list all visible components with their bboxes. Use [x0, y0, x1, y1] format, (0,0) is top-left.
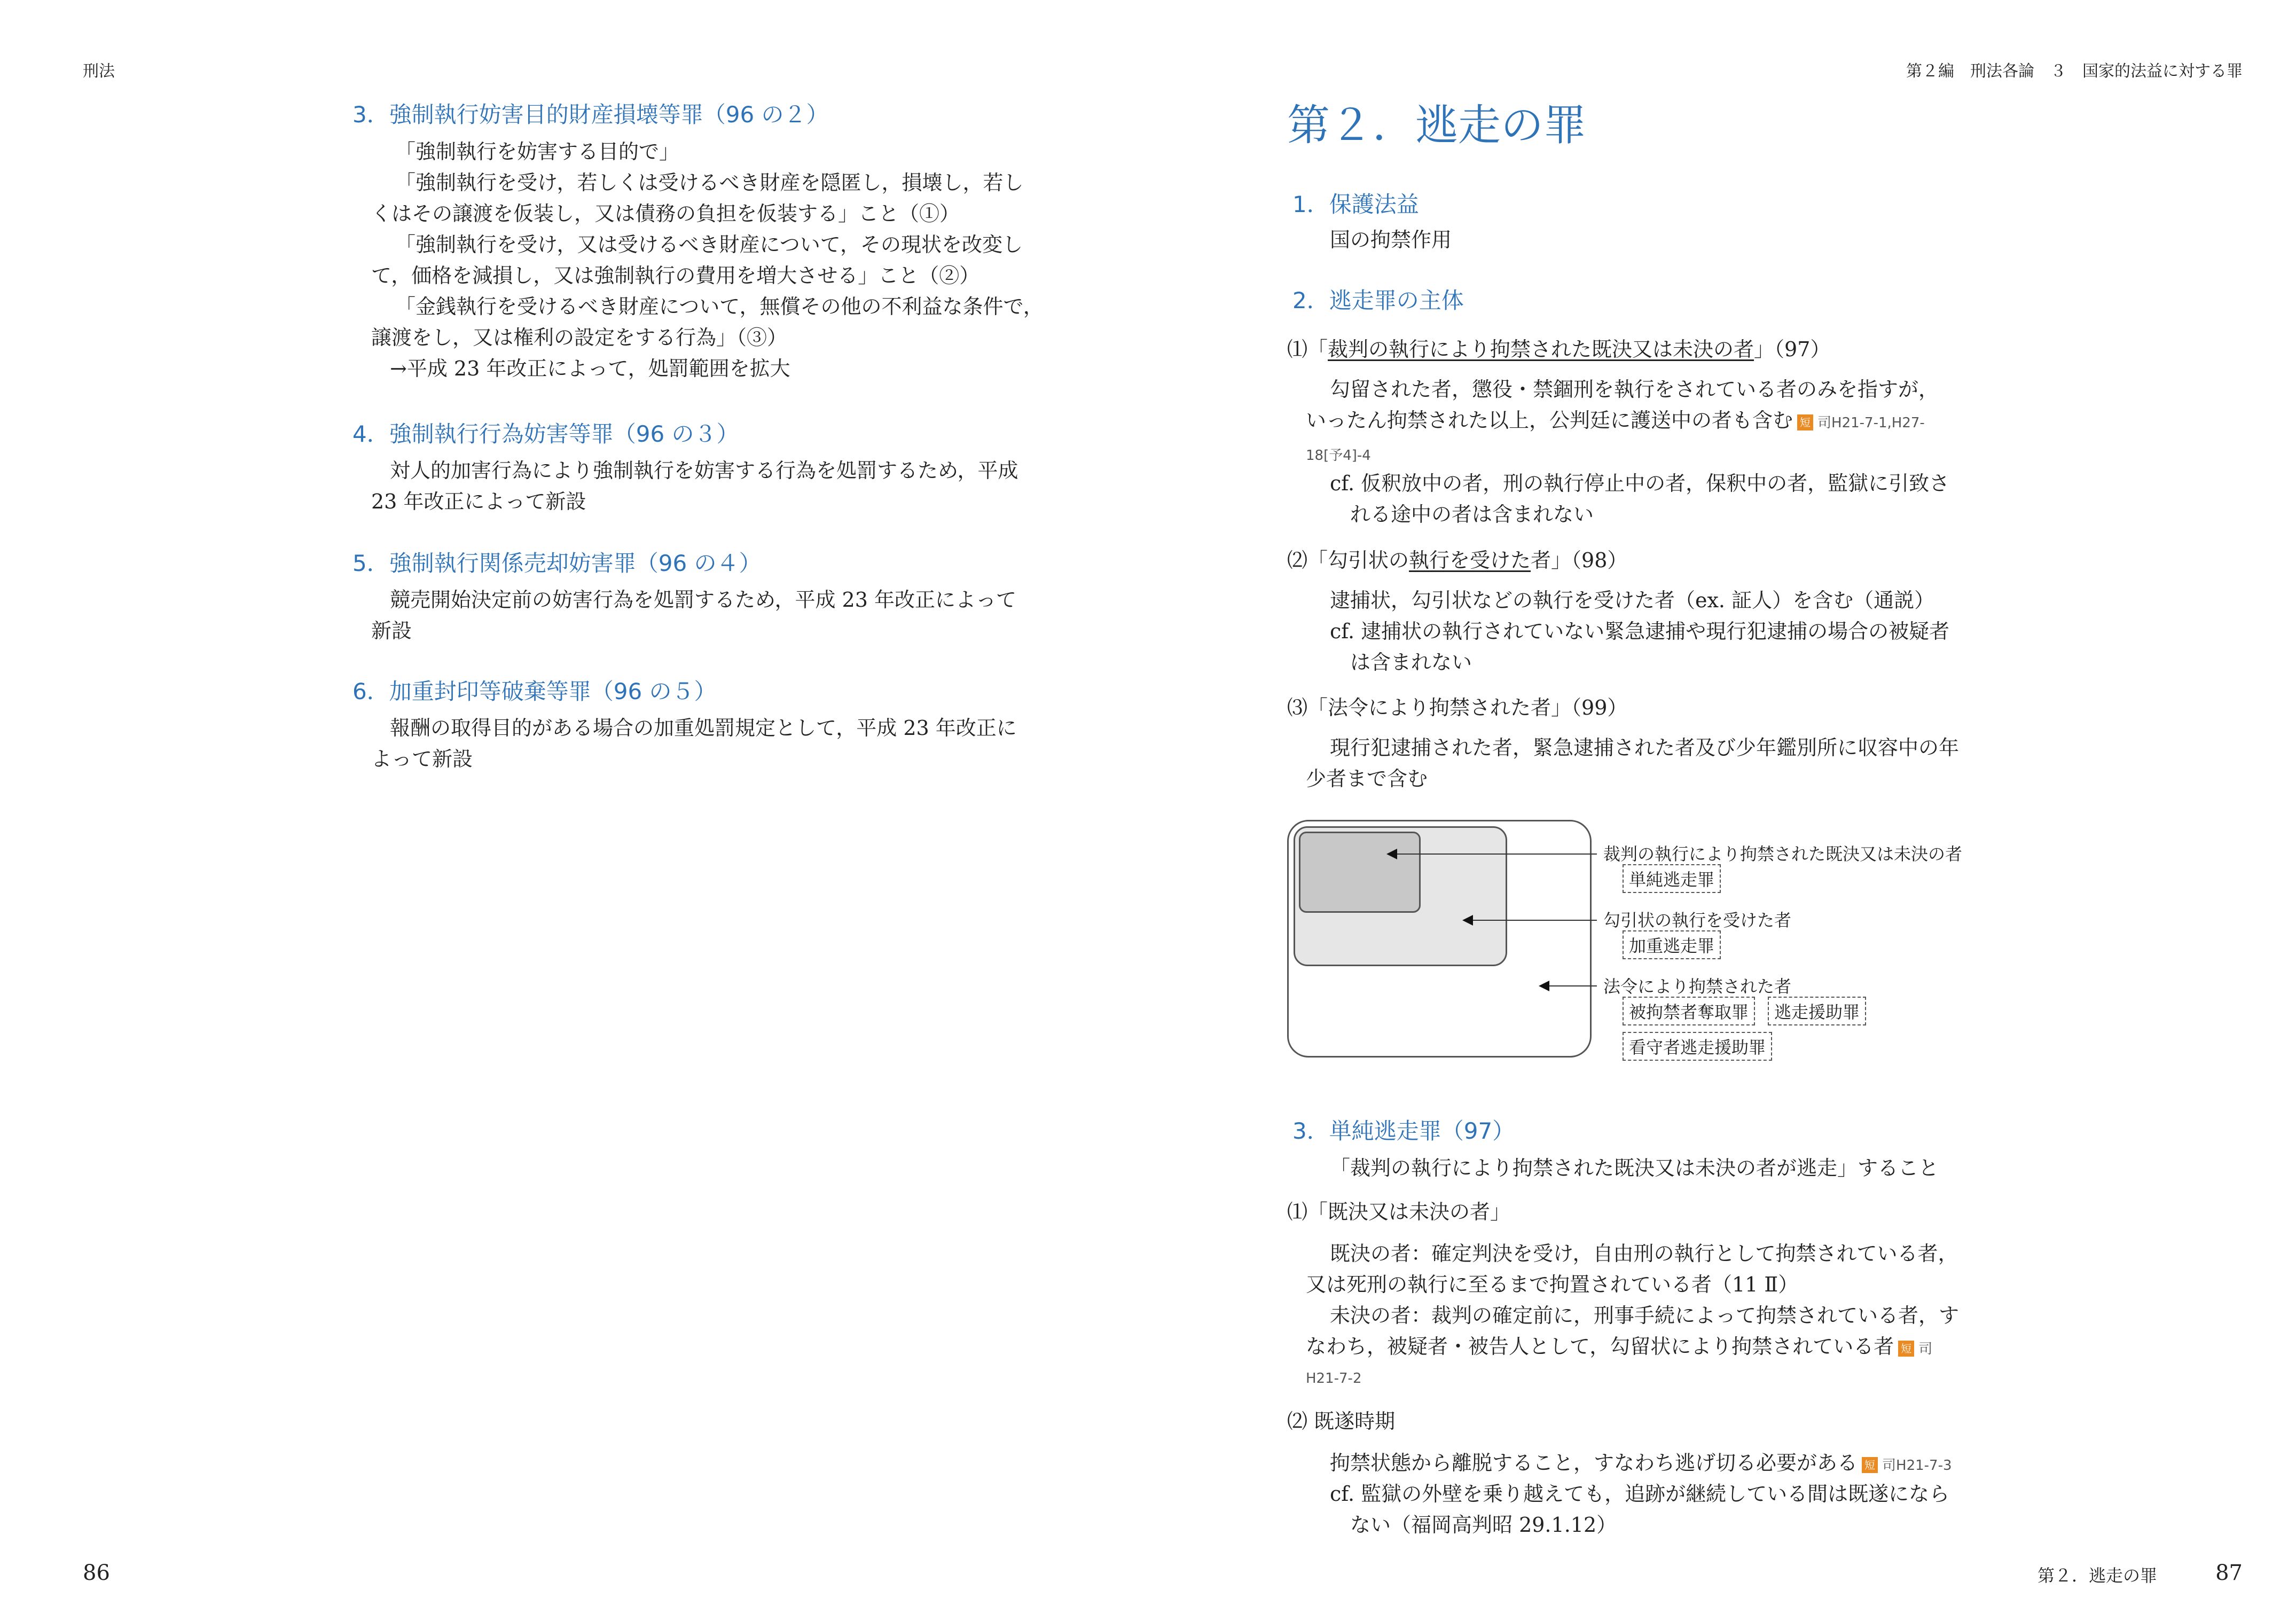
quote-close: 」（97） [1754, 338, 1831, 361]
subsection-2-3 [1287, 692, 1627, 723]
offense-tag: 加重逃走罪 [1623, 930, 1721, 959]
subsection-2-1 [1287, 334, 1830, 365]
exam-reference: 司H21-7-1,H27- [1817, 415, 1925, 431]
underlined-term: 執行を受けた [1409, 549, 1531, 572]
short-answer-badge-icon: 短 [1898, 1341, 1914, 1357]
exam-reference: 18[予4]-4 [1306, 448, 1371, 464]
offense-tag: 看守者逃走援助罪 [1623, 1032, 1772, 1061]
paragraph-line: 報酬の取得目的がある場合の加重処罰規定として，平成 23 年改正に [390, 716, 1017, 740]
diagram-label: 法令により拘禁された者 [1603, 976, 1792, 997]
page-number-right: 87 [2215, 1561, 2243, 1585]
quote-open: 「勾引状の [1307, 549, 1409, 572]
paragraph-line: 未決の者：裁判の確定前に，刑事手続によって拘禁されている者，す [1330, 1304, 1960, 1327]
short-answer-badge-icon: 短 [1862, 1457, 1878, 1473]
page-number-left: 86 [83, 1561, 110, 1585]
exam-reference: 司H21-7-3 [1882, 1458, 1952, 1474]
diagram-label: 勾引状の執行を受けた者 [1603, 910, 1792, 930]
item-number: ⑶ [1287, 696, 1308, 719]
paragraph-line-with-ref [1306, 1331, 1932, 1365]
paragraph-line: 「裁判の執行により拘禁された既決又は未決の者が逃走」すること [1330, 1156, 1939, 1180]
section-heading-2: 2．逃走罪の主体 [1292, 287, 1464, 314]
quote-close: 者」（98） [1531, 549, 1628, 572]
running-header-left: 刑法 [83, 62, 115, 81]
diagram-label: 裁判の執行により拘禁された既決又は未決の者 [1603, 844, 1963, 864]
diagram-inner-box [1299, 832, 1421, 913]
cf-line: れる途中の者は含まれない [1350, 503, 1594, 526]
subsection-2-2 [1287, 545, 1627, 576]
paragraph-text: 拘禁状態から離脱すること，すなわち逃げ切る必要がある [1330, 1451, 1858, 1475]
paragraph-line: て，価格を減損し，又は強制執行の費用を増大させる」こと（②） [371, 264, 980, 287]
paragraph-line: 国の拘禁作用 [1330, 228, 1452, 252]
underlined-term: 裁判の執行により拘禁された既決又は未決の者 [1328, 338, 1754, 361]
section-heading-3: 3．単純逃走罪（97） [1292, 1118, 1515, 1144]
paragraph-text: いったん拘禁された以上，公判廷に護送中の者も含む [1306, 409, 1793, 432]
paragraph-line: →平成 23 年改正によって，処罰範囲を拡大 [390, 357, 790, 380]
offense-tag: 単純逃走罪 [1623, 864, 1721, 893]
item-number: ⑴ [1287, 338, 1308, 361]
paragraph-text: なわち，被疑者・被告人として，勾留状により拘禁されている者 [1306, 1335, 1894, 1358]
paragraph-line: よって新設 [371, 747, 473, 771]
paragraph-line: 逮捕状，勾引状などの執行を受けた者（ex. 証人）を含む（通説） [1330, 589, 1935, 612]
paragraph-line: 「金銭執行を受けるべき財産について，無償その他の不利益な条件で， [395, 295, 1044, 318]
paragraph-line: 「強制執行を受け，又は受けるべき財産について，その現状を改変し [395, 233, 1023, 256]
cf-line: cf. 監獄の外壁を乗り越えても，追跡が継続している間は既遂になら [1330, 1482, 1950, 1506]
paragraph-line: 競売開始決定前の妨害行為を処罰するため，平成 23 年改正によって [390, 588, 1016, 612]
exam-reference: H21-7-2 [1306, 1371, 1362, 1387]
item-number: ⑵ [1287, 549, 1308, 572]
paragraph-line: 現行犯逮捕された者，緊急逮捕された者及び少年鑑別所に収容中の年 [1330, 736, 1960, 759]
section-heading-3: 3．強制執行妨害目的財産損壊等罪（96 の２） [352, 101, 829, 128]
paragraph-line: 又は死刑の執行に至るまで拘置されている者（11 Ⅱ） [1306, 1273, 1799, 1296]
paragraph-line: 「強制執行を受け，若しくは受けるべき財産を隠匿し，損壊し，若し [395, 171, 1024, 194]
paragraph-line: 譲渡をし，又は権利の設定をする行為」（③） [371, 326, 788, 349]
cf-line: は含まれない [1350, 651, 1472, 674]
offense-tag: 被拘禁者奪取罪 [1623, 997, 1755, 1025]
exam-reference: 司 [1918, 1341, 1933, 1357]
footer-chapter-title: 第２．逃走の罪 [2037, 1565, 2157, 1586]
offense-tag: 逃走援助罪 [1768, 997, 1866, 1025]
running-header-right: 第２編 刑法各論 ３ 国家的法益に対する罪 [1906, 62, 2243, 81]
paragraph-line: 新設 [371, 619, 412, 643]
paragraph-line: 勾留された者，懲役・禁錮刑を執行をされている者のみを指すが， [1330, 378, 1939, 401]
paragraph-line: 既決の者：確定判決を受け，自由刑の執行として拘禁されている者， [1330, 1242, 1958, 1265]
quote-open: 「 [1307, 338, 1328, 361]
subsection-title: 既遂時期 [1314, 1409, 1396, 1433]
paragraph-line: くはその譲渡を仮装し，又は債務の負担を仮装する」こと（①） [371, 202, 960, 225]
section-heading-6: 6．加重封印等破棄等罪（96 の５） [352, 678, 717, 704]
paragraph-line: 「強制執行を妨害する目的で」 [395, 140, 680, 163]
section-heading-4: 4．強制執行行為妨害等罪（96 の３） [352, 421, 739, 447]
arrow-left-icon [1541, 985, 1597, 986]
paragraph-line: 対人的加害行為により強制執行を妨害する行為を処罰するため，平成 [390, 459, 1018, 482]
subsection-3-1 [1287, 1196, 1510, 1227]
subsection-3-2 [1287, 1406, 1395, 1437]
cf-line: cf. 仮釈放中の者，刑の執行停止中の者，保釈中の者，監獄に引致さ [1330, 472, 1950, 495]
item-number: ⑵ [1287, 1409, 1308, 1433]
paragraph-line-with-ref [1330, 1447, 1952, 1481]
item-number: ⑴ [1287, 1200, 1308, 1224]
arrow-left-icon [1464, 920, 1597, 921]
section-heading-1: 1．保護法益 [1292, 191, 1419, 217]
section-heading-5: 5．強制執行関係売却妨害罪（96 の４） [352, 550, 762, 576]
arrow-left-icon [1389, 853, 1597, 855]
chapter-title: 第２．逃走の罪 [1287, 100, 1586, 150]
paragraph-line: 23 年改正によって新設 [371, 490, 586, 513]
paragraph-line: 少者まで含む [1306, 767, 1428, 790]
cf-line: cf. 逮捕状の執行されていない緊急逮捕や現行犯逮捕の場合の被疑者 [1330, 620, 1950, 643]
subsection-title: 「既決又は未決の者」 [1307, 1200, 1511, 1224]
paragraph-line-with-ref [1306, 405, 1925, 438]
short-answer-badge-icon: 短 [1797, 414, 1813, 430]
cf-line: ない（福岡高判昭 29.1.12） [1350, 1513, 1617, 1537]
subsection-title: 「法令により拘禁された者」（99） [1307, 696, 1628, 719]
